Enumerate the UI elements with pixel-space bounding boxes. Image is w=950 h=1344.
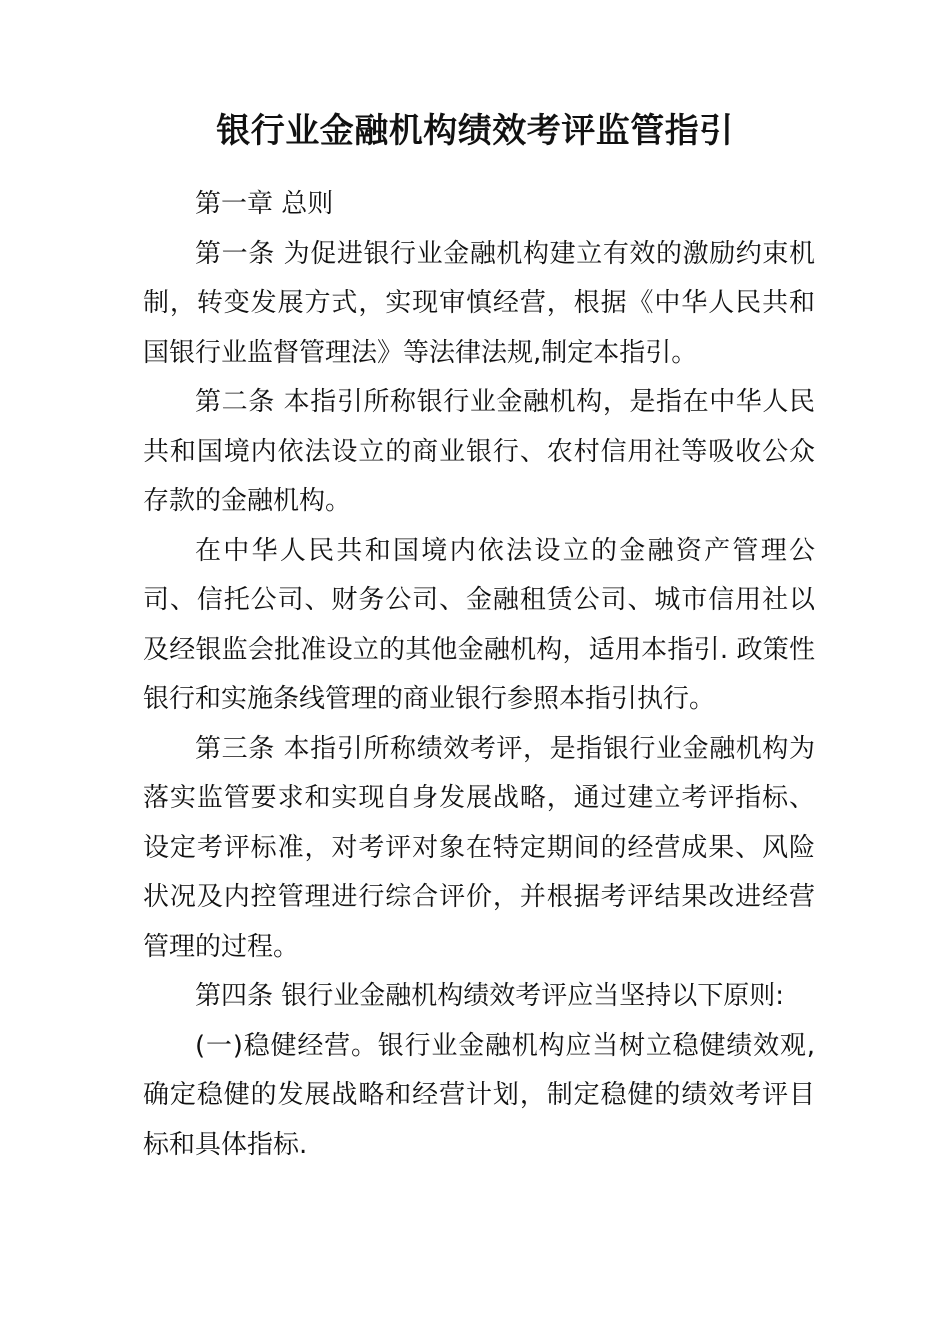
article-3-paragraph: 第三条 本指引所称绩效考评，是指银行业金融机构为落实监管要求和实现自身发展战略，通过建立考评指标、设定考评标准，对考评对象在特定期间的经营成果、风险状况及内控管理进行综合评价，并根据考评结果改进经营管理的过程。: [143, 733, 815, 962]
principle-1-paragraph: (一)稳健经营。银行业金融机构应当树立稳健绩效观,确定稳健的发展战略和经营计划，制定稳健的绩效考评目标和具体指标.: [143, 1030, 815, 1160]
article-4-paragraph: 第四条 银行业金融机构绩效考评应当坚持以下原则:: [195, 981, 785, 1011]
document-title: 银行业金融机构绩效考评监管指引: [216, 111, 734, 151]
article-2-paragraph: 第二条 本指引所称银行业金融机构，是指在中华人民共和国境内依法设立的商业银行、农村信用社等吸收公众存款的金融机构。: [143, 387, 815, 516]
article-2-continuation-paragraph: 在中华人民共和国境内依法设立的金融资产管理公司、信托公司、财务公司、金融租赁公司、城市信用社以及经银监会批准设立的其他金融机构，适用本指引. 政策性银行和实施条线管理的商业银行参照本指引执行。: [143, 535, 815, 714]
article-1-paragraph: 第一条 为促进银行业金融机构建立有效的激励约束机制，转变发展方式，实现审慎经营，根据《中华人民共和国银行业监督管理法》等法律法规,制定本指引。: [143, 238, 815, 368]
document-body: [143, 180, 815, 1170]
chapter-heading: 第一章 总则: [195, 189, 334, 219]
